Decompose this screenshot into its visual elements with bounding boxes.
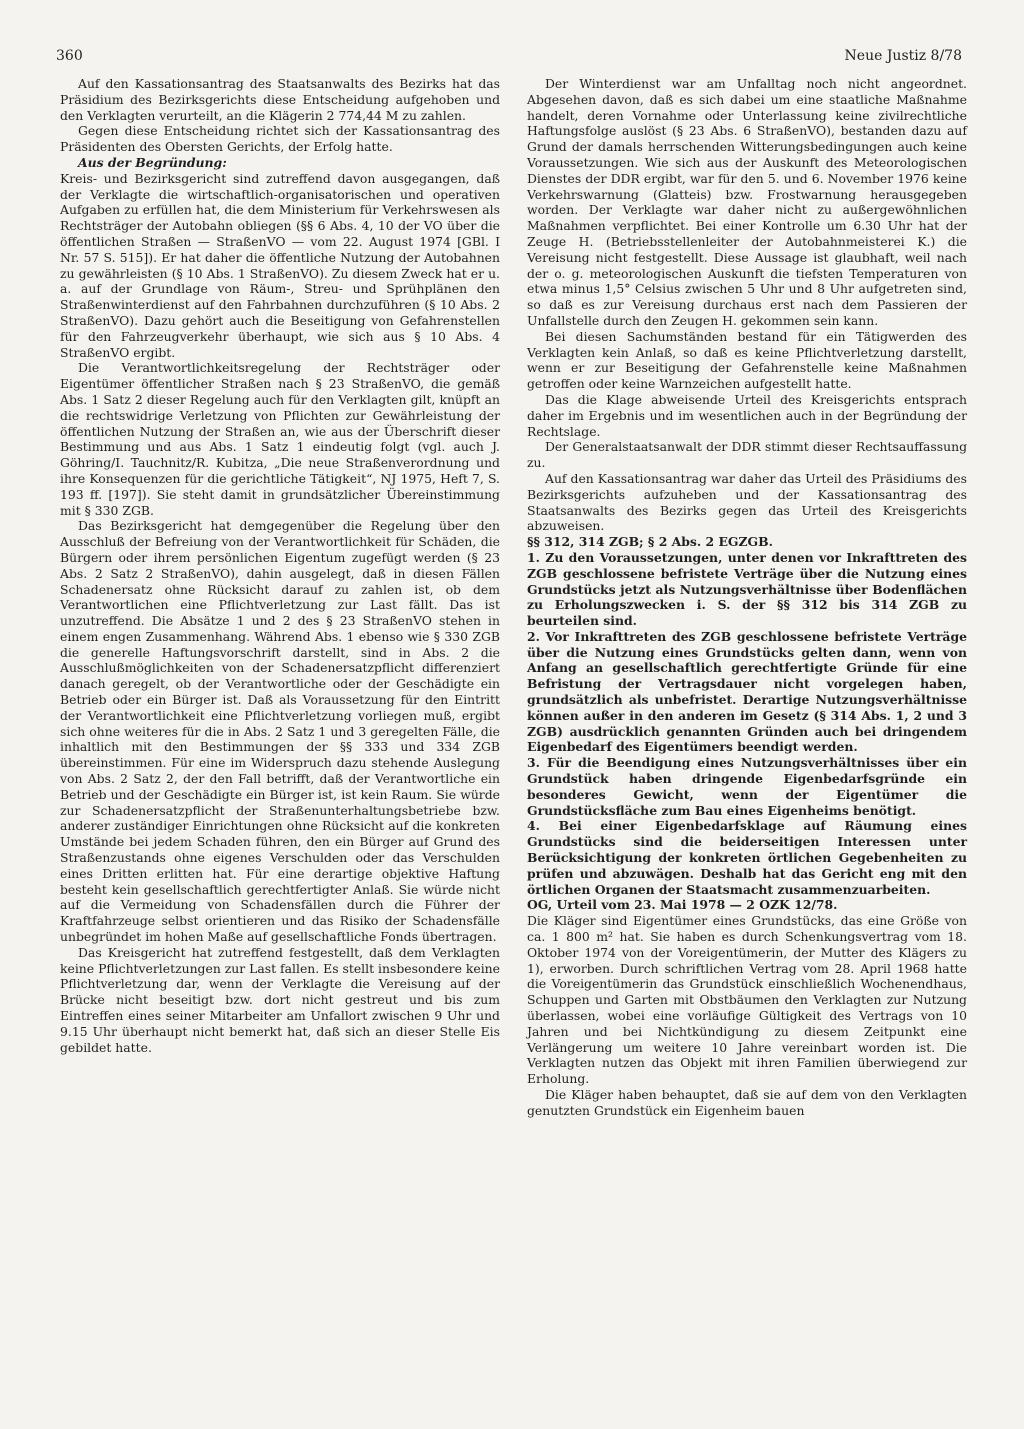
case-paragraph: Die Kläger haben behauptet, daß sie auf dem von den Verklagten genutzten Grundstück ein Eigenheim bauen xyxy=(527,1087,967,1118)
body-paragraph: Kreis- und Bezirksgericht sind zutreffend davon ausgegangen, daß der Verklagte die wirtschaftlich-organisatorischen und operativen Aufgaben zu erfüllen hat, die dem Ministerium für Verkehrswesen als Rechtsträger der Autobahn obliegen (§§ 6 Abs. 4, 10 der VO über die öffentlichen Straßen — StraßenVO — vom 22. August 1974 [GBl. I Nr. 57 S. 515]). Er hat daher die öffentliche Nutzung der Autobahnen zu gewährleisten (§ 10 Abs. 1 StraßenVO). Zu diesem Zweck hat er u. a. auf der Grundlage von Räum-, Streu- und Sprühplänen den Straßenwinterdienst auf den Fahrbahnen durchzuführen (§ 10 Abs. 2 StraßenVO). Dazu gehört auch die Beseitigung von Gefahrenstellen für den Fahrzeugverkehr überhaupt, wie sich aus § 10 Abs. 4 StraßenVO ergibt. xyxy=(60,170,500,360)
journal-title: Neue Justiz 8/78 xyxy=(844,48,962,64)
headnote: 1. Zu den Voraussetzungen, unter denen vor Inkrafttreten des ZGB geschlossene befristete Verträge über die Nutzung eines Grundstücks jetzt als Nutzungsverhältnisse über Bodenflächen zu Erholungszwecken i. S. der §§ 312 bis 314 ZGB zu beurteilen sind. xyxy=(527,549,967,629)
right-column xyxy=(527,76,967,1119)
body-paragraph: Auf den Kassationsantrag war daher das Urteil des Präsidiums des Bezirksgerichts aufzuheben und der Kassationsantrag des Staatsanwalts des Bezirks gegen das Urteil des Kreisgerichts abzuweisen. xyxy=(527,470,967,534)
court-citation: OG, Urteil vom 23. Mai 1978 — 2 OZK 12/78. xyxy=(527,897,838,913)
body-paragraph: Der Winterdienst war am Unfalltag noch nicht angeordnet. Abgesehen davon, daß es sich dabei um eine staatliche Maßnahme handelt, deren Vornahme oder Unterlassung keine zivilrechtliche Haftungsfolge auslöst (§ 23 Abs. 6 StraßenVO), bestanden dazu auf Grund der damals herrschenden Witterungsbedingungen auch keine Voraussetzungen. Wie sich aus der Auskunft des Meteorologischen Dienstes der DDR ergibt, war für den 5. und 6. November 1976 keine Verkehrswarnung (Glatteis) bzw. Frostwarnung herausgegeben worden. Der Verklagte war daher nicht zu außergewöhnlichen Maßnahmen verpflichtet. Bei einer Kontrolle um 6.30 Uhr hat der Zeuge H. (Betriebsstellenleiter der Autobahnmeisterei K.) die Vereisung nicht festgestellt. Diese Aussage ist glaubhaft, weil nach der o. g. meteorologischen Auskunft die tiefsten Temperaturen von etwa minus 1,5° Celsius zwischen 5 Uhr und 8 Uhr aufgetreten sind, so daß es zur Vereisung durchaus erst nach dem Passieren der Unfallstelle durch den Zeugen H. gekommen sein kann. xyxy=(527,76,967,328)
section-subheading: Aus der Begründung: xyxy=(78,154,227,170)
body-paragraph: Bei diesen Sachumständen bestand für ein Tätigwerden des Verklagten kein Anlaß, so daß es keine Pflichtverletzung darstellt, wenn er zur Beseitigung der Gefahrenstelle keine Maßnahmen getroffen oder keine Warnzeichen aufgestellt hatte. xyxy=(527,328,967,392)
headnote: 2. Vor Inkrafttreten des ZGB geschlossene befristete Verträge über die Nutzung eines Grundstücks gelten dann, wenn von Anfang an gesellschaftlich gerechtfertigte Gründe für eine Befristung der Vertragsdauer nicht vorgelegen haben, grundsätzlich als unbefristet. Derartige Nutzungsverhältnisse können außer in den anderen im Gesetz (§ 314 Abs. 1, 2 und 3 ZGB) ausdrücklich genannten Gründen auch bei dringendem Eigenbedarf des Eigentümers beendigt werden. xyxy=(527,628,967,755)
law-reference: §§ 312, 314 ZGB; § 2 Abs. 2 EGZGB. xyxy=(527,534,773,550)
headnote: 4. Bei einer Eigenbedarfsklage auf Räumung eines Grundstücks sind die beiderseitigen Interessen unter Berücksichtigung der konkreten örtlichen Gegebenheiten zu prüfen und abzuwägen. Deshalb hat das Gericht eng mit den örtlichen Organen der Staatsmacht zusammenzuarbeiten. xyxy=(527,818,967,897)
case-paragraph: Die Kläger sind Eigentümer eines Grundstücks, das eine Größe von ca. 1 800 m² hat. Sie haben es durch Schenkungsvertrag vom 18. Oktober 1974 von der Voreigentümerin, der Mutter des Klägers zu 1), erworben. Durch schriftlichen Vertrag vom 28. April 1968 hatte die Voreigentümerin das Grundstück einschließlich Wochenendhaus, Schuppen und Garten mit Obstbäumen den Verklagten zur Nutzung überlassen, wobei eine vorläufige Gültigkeit des Vertrags von 10 Jahren und bei Nichtkündigung zu diesem Zeitpunkt eine Verlängerung um weitere 10 Jahre vereinbart worden ist. Die Verklagten nutzen das Objekt mit ihren Familien überwiegend zur Erholung. xyxy=(527,913,967,1087)
page-header xyxy=(56,48,962,70)
intro-paragraph: Gegen diese Entscheidung richtet sich der Kassationsantrag des Präsidenten des Obersten Gerichts, der Erfolg hatte. xyxy=(60,123,500,155)
headnotes xyxy=(527,550,967,898)
body-paragraph: Das Kreisgericht hat zutreffend festgestellt, daß dem Verklagten keine Pflichtverletzungen zur Last fallen. Es stellt insbesondere keine Pflichtverletzung dar, wenn der Verklagte die Vereisung auf der Brücke nicht beseitigt bzw. dort nicht gestreut und bis zum Eintreffen eines seiner Mitarbeiter am Unfallort zwischen 9 Uhr und 9.15 Uhr überhaupt nicht bemerkt hat, daß sich an dieser Stelle Eis gebildet hatte. xyxy=(60,944,500,1055)
page-number: 360 xyxy=(56,48,83,64)
body-paragraph: Das die Klage abweisende Urteil des Kreisgerichts entsprach daher im Ergebnis und im wesentlichen auch in der Begründung der Rechtslage. xyxy=(527,391,967,439)
body-paragraph: Die Verantwortlichkeitsregelung der Rechtsträger oder Eigentümer öffentlicher Straßen nach § 23 StraßenVO, die gemäß Abs. 1 Satz 2 dieser Regelung auch für den Verklagten gilt, knüpft an die rechtswidrige Verletzung von Pflichten zur Gewährleistung der öffentlichen Nutzung der Straßen an, wie aus der Überschrift dieser Bestimmung und aus Abs. 1 Satz 1 eindeutig folgt (vgl. auch J. Göhring/I. Tauchnitz/R. Kubitza, „Die neue Straßenverordnung und ihre Konsequenzen für die gerichtliche Tätigkeit“, NJ 1975, Heft 7, S. 193 ff. [197]). Sie steht damit in grundsätzlicher Übereinstimmung mit § 330 ZGB. xyxy=(60,360,500,518)
intro-paragraph: Auf den Kassationsantrag des Staatsanwalts des Bezirks hat das Präsidium des Bezirksgerichts diese Entscheidung aufgehoben und den Verklagten verurteilt, an die Klägerin 2 774,44 M zu zahlen. xyxy=(60,76,500,123)
left-column xyxy=(60,76,500,1055)
body-paragraph: Das Bezirksgericht hat demgegenüber die Regelung über den Ausschluß der Befreiung von der Verantwortlichkeit für Schäden, die Bürgern oder ihrem persönlichen Eigentum zugefügt werden (§ 23 Abs. 2 Satz 2 StraßenVO), dahin ausgelegt, daß in diesen Fällen Schadenersatz ohne Rücksicht darauf zu zahlen ist, ob dem Verantwortlichen eine Pflichtverletzung zur Last fällt. Das ist unzutreffend. Die Absätze 1 und 2 des § 23 StraßenVO stehen in einem engen Zusammenhang. Während Abs. 1 ebenso wie § 330 ZGB die generelle Haftungsvorschrift darstellt, sind in Abs. 2 die Ausschlußmöglichkeiten von der Schadenersatzpflicht differenziert danach geregelt, ob der Verantwortliche oder der Geschädigte ein Betrieb oder ein Bürger ist. Daß als Voraussetzung für den Eintritt der Verantwortlichkeit eine Pflichtverletzung vorliegen muß, ergibt sich ohne weiteres für die in Abs. 2 Satz 1 und 3 geregelten Fälle, die inhaltlich mit den Bestimmungen der §§ 333 und 334 ZGB übereinstimmen. Für eine im Widerspruch dazu stehende Auslegung von Abs. 2 Satz 2, der den Fall betrifft, daß der Verantwortliche ein Betrieb und der Geschädigte ein Bürger ist, ist kein Raum. Sie würde zur Schadenersatzpflicht der Straßenunterhaltungsbetriebe bzw. anderer zuständiger Einrichtungen ohne Rücksicht auf die konkreten Umstände bei jedem Schaden führen, den ein Bürger auf Grund des Straßenzustands ohne eigenes Verschulden oder das Verschulden eines Dritten erlitten hat. Für eine derartige objektive Haftung besteht kein gesellschaftlich gerechtfertigter Anlaß. Sie würde nicht auf die Vermeidung von Schadensfällen durch die Führer der Kraftfahrzeuge selbst orientieren und das Risiko der Schadensfälle unbegründet im hohen Maße auf gesellschaftliche Fonds übertragen. xyxy=(60,518,500,945)
body-paragraph: Der Generalstaatsanwalt der DDR stimmt dieser Rechtsauffassung zu. xyxy=(527,439,967,471)
headnote: 3. Für die Beendigung eines Nutzungsverhältnisses über ein Grundstück haben dringende Eigenbedarfsgründe ein besonderes Gewicht, wenn der Eigentümer die Grundstücksfläche zum Bau eines Eigenheims benötigt. xyxy=(527,755,967,818)
